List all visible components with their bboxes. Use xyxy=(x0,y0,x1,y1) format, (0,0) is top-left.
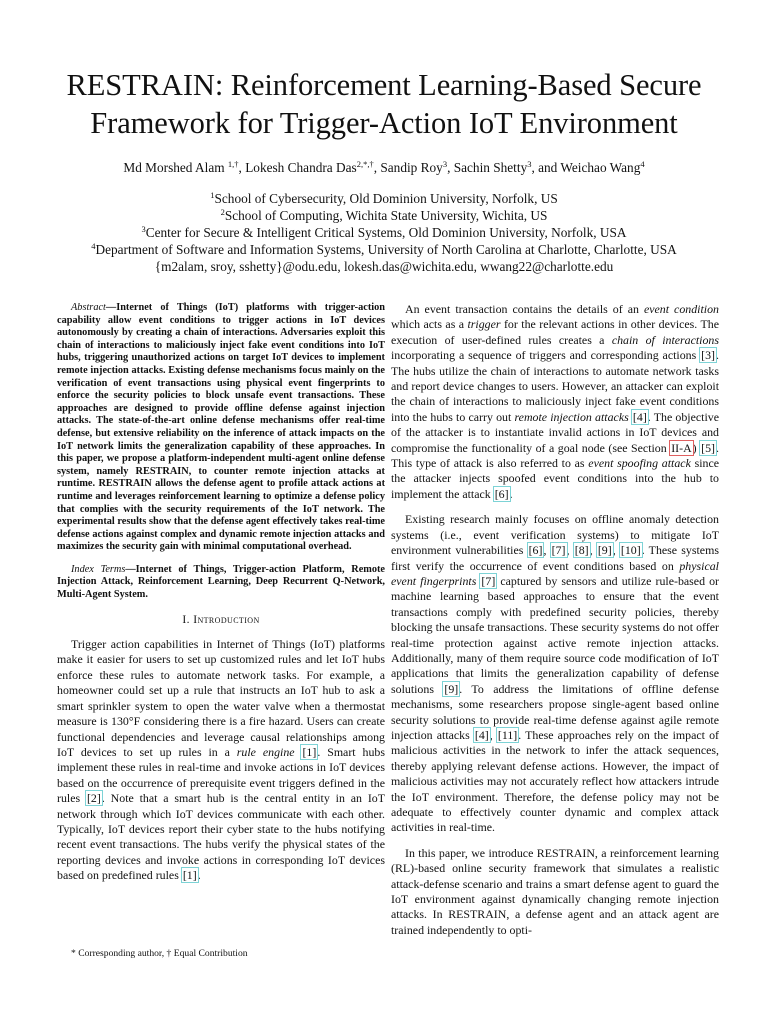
text-run: Existing research mainly focuses on offline anomaly detection systems (i.e., event verification systems) to mitigate IoT environment vulnerabilities xyxy=(391,512,719,558)
affiliation-text: School of Cybersecurity, Old Dominion University, Norfolk, US xyxy=(214,191,558,206)
text-run: for the relevant actions in other devices. The execution of user-defined rules creates a xyxy=(391,317,719,347)
emphasis: event condition xyxy=(643,302,719,316)
text-run: ) xyxy=(692,440,701,455)
author-sup: 3 xyxy=(442,159,448,169)
citation-link[interactable]: [1] xyxy=(302,744,317,759)
section-reference-link[interactable]: II-A xyxy=(671,440,692,455)
citation-link[interactable]: [9] xyxy=(597,543,612,558)
abstract-dash: — xyxy=(105,302,117,313)
author-and: , and xyxy=(531,160,561,175)
author-sup: 3 xyxy=(527,159,532,169)
left-column xyxy=(57,302,385,894)
affiliation-sup: 3 xyxy=(141,224,146,234)
section-number: I. xyxy=(182,612,194,626)
author-name: Sachin Shetty xyxy=(453,160,528,175)
affiliation-line xyxy=(30,224,738,241)
affiliation-sup: 1 xyxy=(210,190,215,200)
author-name: Md Morshed Alam xyxy=(123,160,225,175)
affiliation-list xyxy=(30,190,738,275)
text-run: . xyxy=(509,486,513,501)
text-run: , xyxy=(566,543,574,558)
intro-paragraph-4 xyxy=(391,846,719,938)
citation-link[interactable]: [7] xyxy=(481,573,496,588)
text-run: . To address the limitations of offline defense mechanisms, some researchers propose single-agent based online security solutions to provide real-time defense against agile remote injection attacks xyxy=(391,681,719,742)
citation-link[interactable]: [2] xyxy=(86,791,101,806)
index-terms-label: Index Terms xyxy=(71,563,126,575)
emphasis: chain of interactions xyxy=(611,332,720,347)
author-name: Weichao Wang xyxy=(560,160,641,175)
citation-link[interactable]: [4] xyxy=(632,409,647,424)
author-sep: , xyxy=(447,160,454,175)
intro-paragraph-3 xyxy=(391,512,719,836)
email-line: {m2alam, sroy, sshetty}@odu.edu, lokesh.das@wichita.edu, wwang22@charlotte.edu xyxy=(154,259,614,274)
affiliation-text: School of Computing, Wichita State University, Wichita, US xyxy=(224,208,548,223)
text-run: . xyxy=(197,868,201,883)
text-run: An event transaction contains the details of an xyxy=(405,302,644,316)
author-sup: 1,† xyxy=(227,159,239,169)
text-run: . These approaches rely on the impact of malicious activities in the network to infer the attack sequences, thereby applying relevant defense actions. However, the impact of malicious activities may not accurately reflect how attackers intrude the IoT environment. Therefore, the defense policy may not be adequate to effectively counter dynamic and complex attack activities in real-time. xyxy=(391,727,719,835)
affiliation-sup: 2 xyxy=(220,207,225,217)
emphasis: physical event fingerprints xyxy=(391,558,719,588)
text-run: . Smart hubs implement these rules in real-time and invoke actions in IoT devices based on the occurrence of prerequisite event triggers defined in the rules xyxy=(57,744,385,806)
affiliation-line xyxy=(30,207,738,224)
text-run: . The hubs utilize the chain of interactions to automate network tasks and report device changes to users. However, an attacker can exploit the chain of interactions to maliciously inject fake event conditions into the hubs to carry out xyxy=(391,348,719,424)
author-list xyxy=(40,160,728,176)
text-run: , xyxy=(589,543,597,558)
author-sup: 4 xyxy=(640,159,645,169)
citation-link[interactable]: [11] xyxy=(497,727,518,742)
citation-link[interactable]: [7] xyxy=(551,543,566,558)
text-run: which acts as a xyxy=(391,317,468,332)
citation-link[interactable]: [8] xyxy=(574,543,589,558)
affiliation-text: Department of Software and Information Systems, University of North Carolina at Charlotte, Charlotte, USA xyxy=(95,242,677,257)
paper-title xyxy=(40,66,728,142)
author-sep: , xyxy=(373,160,381,175)
text-run: captured by sensors and utilize rule-based or machine learning based approaches to ensure that the event transactions comply with predefined security policies, thereby blocking the unsafe transactions. These security systems do not offer real-time protection against active remote injection attacks. Additionally, many of them require source code modification of IoT applications that limits the generalization capability of defense solutions xyxy=(391,573,719,696)
abstract-text: Internet of Things (IoT) platforms with trigger-action capability allow event conditions to trigger actions in IoT devices autonomously by creating a chain of interactions. Adversaries exploit this chain of interactions to maliciously inject fake event conditions into IoT hubs, triggering unauthorized actions on target IoT devices to implement remote injection attacks. Existing defense mechanisms focus mainly on the verification of event transactions using physical event fingerprints to enforce the security policies to block unsafe event transactions. These approaches are designed to provide offline defense against injection attacks. The state-of-the-art online defense mechanisms offer real-time defense, but extensive reliability on the inference of attack impacts on the IoT network limits the generalization capability of these approaches. In this paper, we propose a platform-independent multi-agent online defense system, namely RESTRAIN, to counter remote injection attacks at runtime. RESTRAIN allows the defense agent to profile attack actions at runtime and leverages reinforcement learning to optimize a defense policy that complies with the security requirements of the IoT network. The experimental results show that the defense agent effectively takes real-time defense actions against complex and dynamic remote injection attacks and maximizes the security gain with minimal computational overhead. xyxy=(57,302,385,553)
intro-paragraph-1 xyxy=(57,637,385,884)
title-line-1: RESTRAIN: Reinforcement Learning-Based Secure xyxy=(66,68,702,102)
text-run: In this paper, we introduce RESTRAIN, a reinforcement learning (RL)-based online security framework that simulates a realistic attack-defense scenario and trains a smart defense agent to guard the IoT environment against dynamically changing remote injection attacks. In RESTRAIN, a defense agent and an attack agent are trained independently to opti- xyxy=(391,845,719,937)
affiliation-line xyxy=(30,241,738,258)
author-name: Lokesh Chandra Das xyxy=(245,160,357,175)
index-terms-text: Internet of Things, Trigger-action Platform, Remote Injection Attack, Reinforcement Learning, Deep Recurrent Q-Network, Multi-Agent System. xyxy=(57,563,385,601)
emphasis: trigger xyxy=(467,317,501,332)
affiliation-text: Center for Secure & Intelligent Critical Systems, Old Dominion University, Norfolk, USA xyxy=(145,225,627,240)
emphasis: rule engine xyxy=(236,744,295,759)
citation-link[interactable]: [5] xyxy=(701,440,716,455)
affiliation-line xyxy=(30,190,738,207)
citation-link[interactable]: [4] xyxy=(474,727,489,742)
affiliation-sup: 4 xyxy=(91,241,96,251)
abstract-label: Abstract xyxy=(71,302,106,313)
text-run: Trigger action capabilities in Internet of Things (IoT) platforms make it easier for users to set up customized rules and let IoT hubs enforce these rules to automate network tasks. For example, a homeowner could set up a rule that instructs an IoT hub to ask a smart sprinkler system to open the water valve when a thermostat measure is 130°F considering there is a fire hazard. Users can create functional dependencies and leverage causal relationships among IoT devices to set up rules in a xyxy=(57,637,385,759)
emphasis: remote injection attacks xyxy=(514,409,629,424)
footnote: * Corresponding author, † Equal Contribution xyxy=(71,948,248,959)
title-line-2: Framework for Trigger-Action IoT Environment xyxy=(90,106,678,140)
citation-link[interactable]: [1] xyxy=(182,868,197,883)
author-sup: 2,*,† xyxy=(356,159,374,169)
author-sep: , xyxy=(238,160,246,175)
section-heading xyxy=(57,612,385,627)
intro-paragraph-2 xyxy=(391,302,719,502)
index-terms xyxy=(57,564,385,602)
right-column xyxy=(391,302,719,948)
index-terms-dash: — xyxy=(125,563,136,575)
section-title: Introduction xyxy=(193,612,260,626)
text-run: incorporating a sequence of triggers and corresponding actions xyxy=(391,348,701,363)
citation-link[interactable]: [9] xyxy=(444,681,459,696)
author-name: Sandip Roy xyxy=(380,160,443,175)
emphasis: event spoofing attack xyxy=(588,456,691,471)
text-run: . Note that a smart hub is the central entity in an IoT network through which IoT devices communicate with each other. Typically, IoT devices report their cyber state to the hubs notifying recent event transactions. The hubs verify the physical states of the reporting devices and invoke actions in corresponding IoT devices based on predefined rules xyxy=(57,791,385,883)
abstract xyxy=(57,302,385,554)
text-run: . These systems first verify the occurrence of event conditions based on xyxy=(391,543,719,573)
citation-link[interactable]: [3] xyxy=(701,348,716,363)
citation-link[interactable]: [6] xyxy=(494,486,509,501)
text-run: , xyxy=(489,727,497,742)
citation-link[interactable]: [10] xyxy=(620,543,641,558)
text-run: . The objective of the attacker is to instantiate invalid actions in IoT devices and compromise the functionality of a goal node (see Section xyxy=(391,409,719,455)
text-run: , xyxy=(543,543,551,558)
text-run: . This type of attack is also referred to as xyxy=(391,440,719,471)
text-run: , xyxy=(612,543,620,558)
citation-link[interactable]: [6] xyxy=(528,543,543,558)
text-run: since the attacker injects spoofed event conditions into the hub to implement the attack xyxy=(391,456,720,501)
